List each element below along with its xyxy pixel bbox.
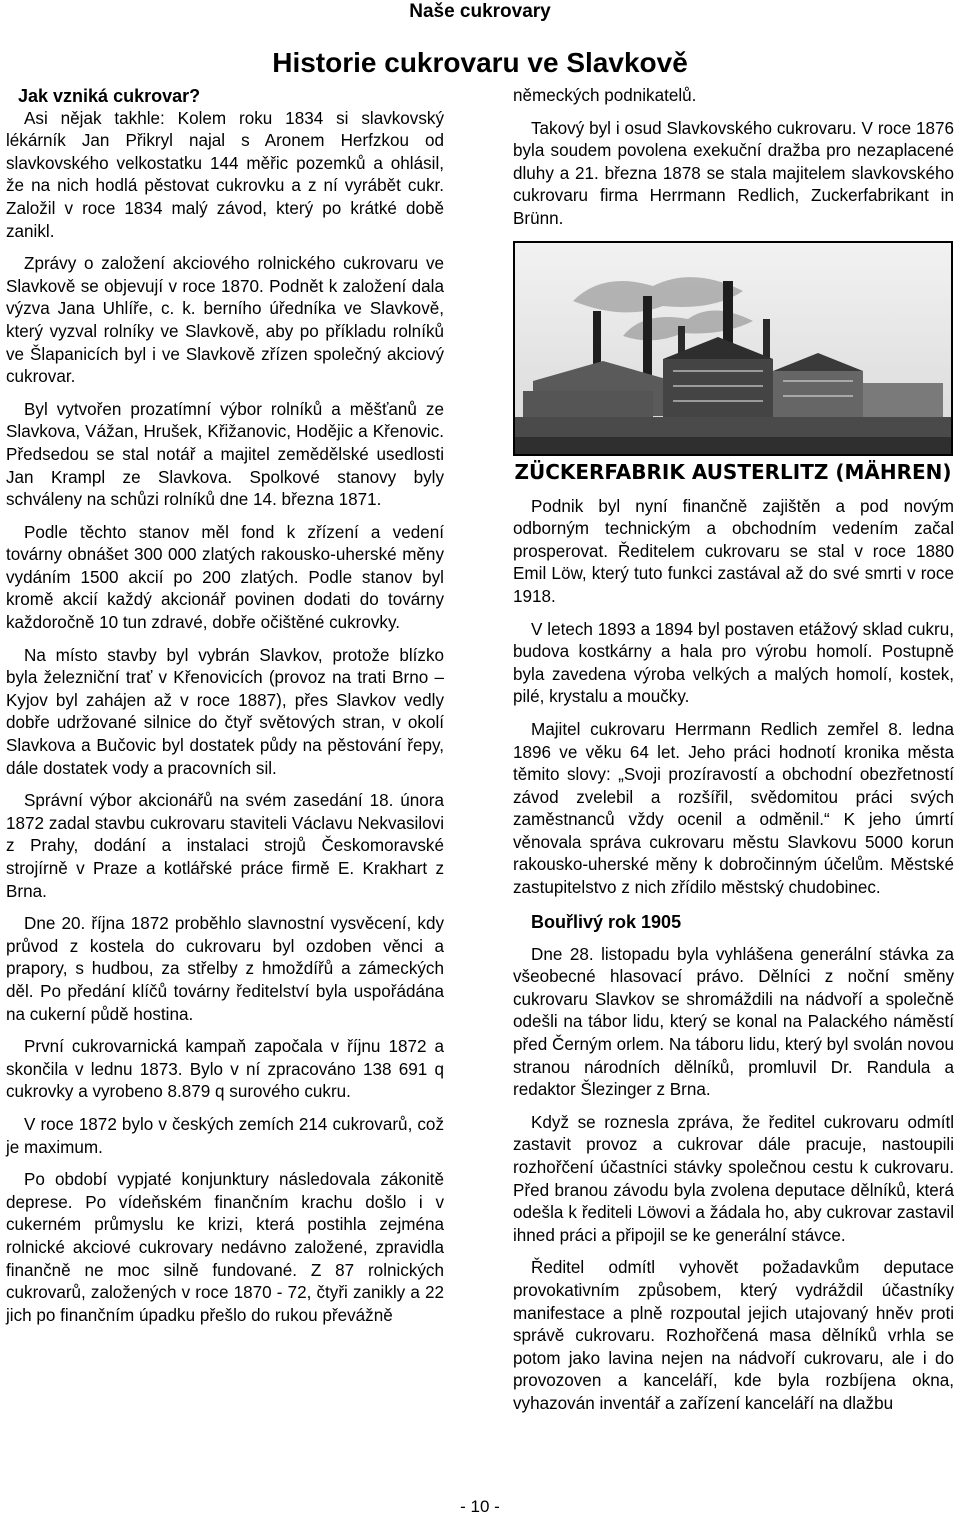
factory-photo xyxy=(513,241,953,486)
paragraph: Podle těchto stanov měl fond k zřízení a vedení továrny obnášet 300 000 zlatých rakousko-uherské měny vydáním 1500 akcií po 200 zlatých. Podle stanov byl kromě akcií každý akcionář povinen dodati do továrny každoročně 10 tun zdravé, dobře očištěné cukrovky. xyxy=(6,522,444,633)
running-header: Naše cukrovary xyxy=(409,1,551,22)
paragraph: V letech 1893 a 1894 byl postaven etážový sklad cukru, budova kostkárny a hala pro výrobu homolí. Postupně byla zavedena výroba velkých a malých homolí, kostek, pilé, krystalu a moučky. xyxy=(513,619,954,707)
photo-caption: ZÜCKERFABRIK AUSTERLITZ (MÄHREN) xyxy=(514,459,952,484)
paragraph: Ředitel odmítl vyhovět požadavkům deputace provokativním způsobem, který vydráždil účastníky manifestace a plně rozpoutal jejich utajovaný hněv proti správě cukrovaru. Rozhořčená masa dělníků vrhla se potom jako lavina nejen na nádvoří cukrovaru, ale i do provozoven a kanceláří, kde byla rozbíjena okna, vyhazován inventář a zařízení kanceláří na dlažbu xyxy=(513,1258,954,1413)
factory-illustration xyxy=(513,241,953,486)
paragraph: Když se roznesla zpráva, že ředitel cukrovaru odmítl zastavit provoz a cukrovar dále pracuje, nastoupili rozhořčení účastníci stávky společnou cestu k cukrovaru. Před branou závodu byla zvolena deputace dělníků, která odešla k řediteli Löwovi a žádala ho, aby cukrovar zastavil ihned práci a připojil se ke generální stávce. xyxy=(513,1112,954,1245)
paragraph: Na místo stavby byl vybrán Slavkov, protože blízko byla železniční trať v Křenovicích (provoz na trati Brno – Kyjov byl zahájen až v roce 1887), přes Slavkov vedly dobře udržované silnice do čtyř světových stran, v okolí Slavkova a Bučovic byl dostatek půdy na pěstování řepy, dále dostatek vody a pracovních sil. xyxy=(6,645,444,778)
left-column xyxy=(6,85,444,1337)
right-column xyxy=(513,85,954,1426)
paragraph: Byl vytvořen prozatímní výbor rolníků a měšťanů ze Slavkova, Vážan, Hrušek, Křižanovic, Hodějic a Křenovic. Předsedou se stal notář a majitel zemědělské usedlosti Jan Krampl ze Slavkova. Spolkové stanovy byly schváleny na schůzi rolníků dne 14. března 1871. xyxy=(6,399,444,510)
paragraph: Dne 28. listopadu byla vyhlášena generální stávka za všeobecné hlasovací právo. Dělníci z noční směny cukrovaru Slavkov se shromáždili na nádvoří a společně odešli na tábor lidu, který se konal na Palackého náměstí před Černým orlem. Na táboru lidu, který byl svolán novou stranou národních dělníků, promluvil Dr. Randula a redaktor Šlezinger z Brna. xyxy=(513,944,954,1100)
paragraph: Dne 20. října 1872 proběhlo slavnostní vysvěcení, kdy průvod z kostela do cukrovaru byl ozdoben věnci a prapory, s hudbou, za střelby z hmoždířů a zámeckých děl. Po předání klíčů továrny ředitelství byla uspořádána na cukerní půdě hostina. xyxy=(6,914,444,1024)
paragraph: Majitel cukrovaru Herrmann Redlich zemřel 8. ledna 1896 ve věku 64 let. Jeho práci hodnotí kronika města těmito slovy: „Svoji prozíravostí a obchodní obezřetností závod zvelebil a rozšířil, svědomitou práci svých zaměstnanců vždy ocenil a odměnil.“ K jeho úmrtí věnovala správa cukrovaru městu Slavkovu 5000 korun rakousko-uherské měny k dobročinným účelům. Městské zastupitelstvo z nich zřídilo městský chudobinec. xyxy=(513,719,954,898)
paragraph: Zprávy o založení akciového rolnického cukrovaru ve Slavkově se objevují v roce 1870. Podnět k založení dala výzva Jana Uhlíře, c. k. berního úředníka ve Slavkově, který vyzval rolníky ve Slavkově, aby po příkladu rolníků ve Šlapanicích byl i ve Slavkově zřízen společný akciový cukrovar. xyxy=(6,254,444,387)
paragraph-continuation: německých podnikatelů. xyxy=(513,86,697,105)
paragraph: Po období vypjaté konjunktury následovala zákonitě deprese. Po vídeňském finančním krachu došlo i v cukerném průmyslu ke krizi, která postihla zejména rolnické akciové cukrovary nedávno založené, zpravidla finančně ne moc silně fundované. Z 87 rolnických cukrovarů, založených v roce 1870 - 72, čtyři zanikly a 22 jich po finančním úpadku přešlo do rukou převážně xyxy=(6,1170,444,1325)
paragraph: První cukrovarnická kampaň započala v říjnu 1872 a skončila v lednu 1873. Bylo v ní zpracováno 138 691 q cukrovky a vyrobeno 8.879 q surového cukru. xyxy=(6,1037,444,1102)
page-title: Historie cukrovaru ve Slavkově xyxy=(272,47,688,78)
paragraph: Asi nějak takhle: Kolem roku 1834 si slavkovský lékárník Jan Přikryl najal s Aronem Herfzkou od slavkovského velkostatku 144 měřic pozemků a ohlásil, že na nich hodlá pěstovat cukrovku a z ní vyrábět cukr. Založil v roce 1834 malý závod, který po krátké době zanikl. xyxy=(6,108,444,241)
paragraph: Takový byl i osud Slavkovského cukrovaru. V roce 1876 byla soudem povolena exekuční dražba pro nezaplacené dluhy a 21. března 1878 se stala majitelem slavkovského cukrovaru firma Herrmann Redlich, Zuckerfabrikant in Brünn. xyxy=(513,118,954,228)
paragraph: Podnik byl nyní finančně zajištěn a pod novým odborným technickým a obchodním vedením začal prosperovat. Ředitelem cukrovaru se stal v roce 1880 Emil Löw, který tuto funkci zastával až do své smrti v roce 1918. xyxy=(513,496,954,606)
paragraph: V roce 1872 bylo v českých zemích 214 cukrovarů, což je maximum. xyxy=(6,1114,444,1157)
subheading: Bouřlivý rok 1905 xyxy=(531,911,682,932)
page-number: - 10 - xyxy=(460,1497,500,1516)
paragraph: Správní výbor akcionářů na svém zasedání 18. února 1872 zadal stavbu cukrovaru staviteli Václavu Nekvasilovi z Prahy, dodání a instalaci strojů Českomoravské strojírně v Praze a kotlářské práce firmě E. Krakhart z Brna. xyxy=(6,791,444,901)
section-heading: Jak vzniká cukrovar? xyxy=(18,86,201,106)
